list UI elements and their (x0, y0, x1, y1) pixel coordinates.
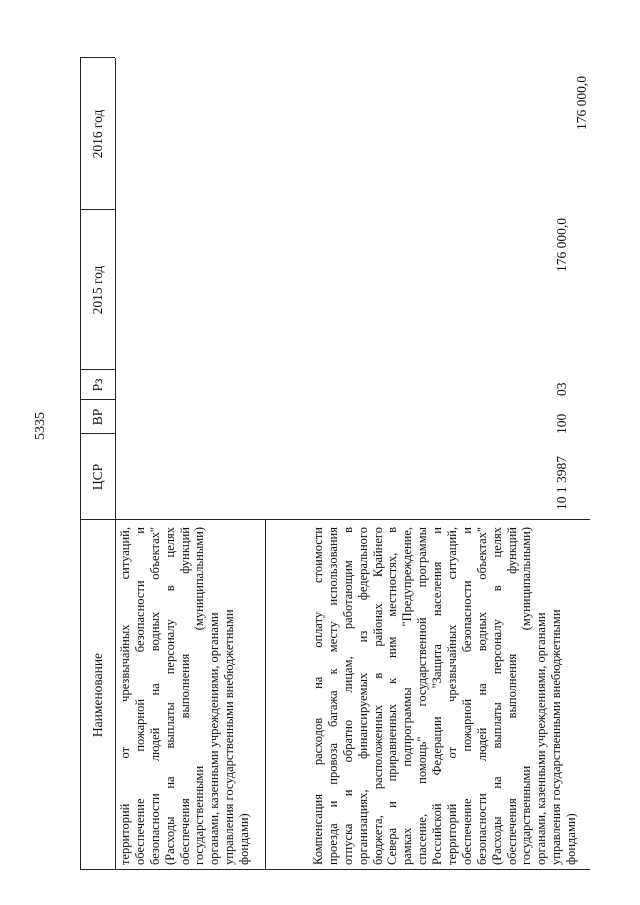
row-separator (265, 520, 266, 870)
col-divider-name (80, 519, 590, 520)
header-rz: Рз (89, 378, 105, 392)
row1-line: фондами) (237, 813, 252, 865)
row1-description (118, 527, 252, 865)
row1-line: государственными (муниципальными) (192, 527, 207, 865)
header-2016: 2016 год (89, 109, 105, 159)
row2-rz: 03 (554, 382, 569, 396)
row2-line: обеспечение пожарной безопасности и (459, 527, 474, 865)
header-vr: ВР (89, 408, 105, 426)
row2-line: органами, казенными учреждениями, органами (534, 612, 549, 865)
table-left-border (80, 869, 590, 870)
row2-line: бюджета, расположенных в районах Крайнего (370, 527, 385, 865)
row2-csr: 10 1 3987 (554, 456, 569, 510)
row2-line: государственными (муниципальными) (519, 527, 534, 865)
row2-line: Российской Федерации "Защита населения и (430, 527, 445, 865)
row2-line: Компенсация расходов на оплату стоимости (311, 527, 325, 865)
row1-line: территорий от чрезвычайных ситуаций, (118, 527, 132, 865)
row1-line: (Расходы на выплаты персоналу в целях (162, 527, 177, 865)
header-bottom-border (115, 58, 116, 870)
row2-line: управления государственными внебюджетными (549, 609, 564, 865)
row2-line: проезда и провоза багажа к месту использования (325, 527, 340, 865)
page-number: 5335 (33, 412, 48, 440)
row1-line: безопасности людей на водных объектах" (147, 527, 162, 865)
header-2015: 2015 год (89, 265, 105, 315)
row2-line: обеспечения выполнения функций (504, 527, 519, 865)
row1-line: обеспечения выполнения функций (177, 527, 192, 865)
row2-2016: 176 000,0 (574, 76, 589, 130)
row1-line: управления государственными внебюджетными (222, 609, 237, 865)
budget-table (80, 58, 590, 870)
row2-line: рамках подпрограммы "Предупреждение, (400, 527, 415, 865)
row2-line: Севера и приравненных к ним местностях, в (385, 527, 400, 865)
row2-line: организациях, финансируемых из федерального (355, 527, 370, 865)
row2-line: отпуска и обратно лицам, работающим в (340, 527, 355, 865)
row2-2015: 176 000,0 (554, 218, 569, 272)
row2-line: безопасности людей на водных объектах" (474, 527, 489, 865)
row2-description (311, 527, 579, 865)
header-csr: ЦСР (89, 463, 105, 491)
row2-line: территорий от чрезвычайных ситуаций, (445, 527, 460, 865)
row2-line: спасение, помощь" государственной программы (415, 527, 430, 865)
row2-line: (Расходы на выплаты персоналу в целях (489, 527, 504, 865)
row1-line: обеспечение пожарной безопасности и (132, 527, 147, 865)
row2-vr: 100 (554, 413, 569, 434)
row2-line: фондами) (564, 813, 579, 865)
header-name: Наименование (89, 652, 105, 738)
row1-line: органами, казенными учреждениями, органами (207, 612, 222, 865)
rotated-table-wrapper (80, 58, 590, 870)
